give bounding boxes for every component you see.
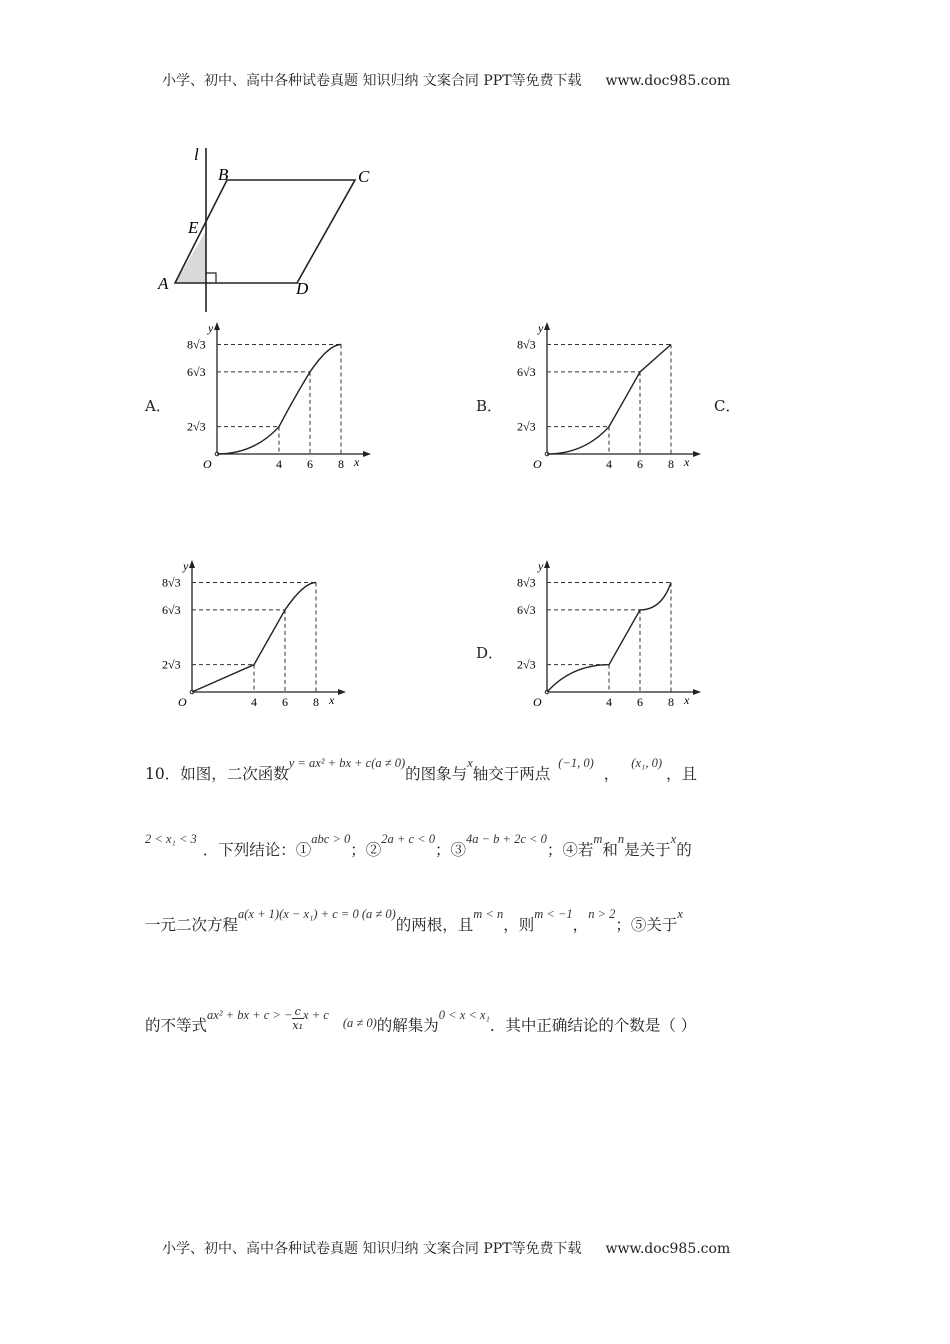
graph-option-d[interactable]	[505, 556, 705, 718]
x-axis-label: x	[684, 455, 690, 469]
label-b: B	[218, 165, 229, 184]
q10-math-conclusion-1: abc > 0	[311, 832, 351, 846]
q10-math-inequality: ax² + bx + c > −	[207, 1007, 293, 1022]
label-c: C	[358, 167, 370, 186]
right-angle-mark	[206, 273, 216, 283]
label-l: l	[194, 145, 199, 164]
q10-text: ．其中正确结论的个数是（ ）	[489, 1016, 697, 1035]
y-tick-2sqrt3: 2√3	[162, 657, 181, 672]
y-axis-label: y	[208, 321, 214, 335]
q10-text: 的两根，且	[395, 916, 474, 934]
y-tick-8sqrt3: 8√3	[187, 337, 206, 352]
graph-option-b[interactable]	[505, 318, 705, 480]
x-tick-4: 4	[251, 695, 257, 709]
q10-text: 的	[676, 841, 692, 859]
q10-math-fraction	[292, 1005, 303, 1032]
footer-url[interactable]: www.doc985.com	[605, 1241, 731, 1257]
y-axis-arrow	[544, 322, 550, 330]
header-url[interactable]: www.doc985.com	[605, 73, 731, 89]
q10-math-x: x	[677, 907, 683, 921]
q10-text: 的解集为	[376, 1016, 439, 1035]
q10-text: ，	[603, 765, 620, 783]
y-axis-arrow	[214, 322, 220, 330]
graph-option-c[interactable]	[150, 556, 350, 718]
q10-line-4	[145, 1005, 697, 1040]
x-axis-label: x	[684, 693, 690, 707]
y-tick-2sqrt3: 2√3	[517, 657, 536, 672]
label-a: A	[158, 274, 169, 293]
q10-text: 是关于	[624, 841, 671, 859]
q10-math-m: m	[593, 832, 603, 846]
header-text: 小学、初中、高中各种试卷真题 知识归纳 文案合同 PPT等免费下载	[162, 73, 582, 89]
q10-math-inequality-rhs: x + c	[303, 1007, 329, 1022]
x-tick-6: 6	[637, 457, 643, 471]
q10-text: 的不等式	[145, 1016, 208, 1035]
q10-line-1	[145, 756, 698, 784]
q10-math-range: 2 < x₁ < 3	[145, 832, 197, 846]
option-d-label[interactable]: D．	[476, 644, 504, 662]
y-tick-2sqrt3: 2√3	[517, 419, 536, 434]
x-axis-arrow	[693, 451, 701, 457]
y-axis-arrow	[544, 560, 550, 568]
x-axis-arrow	[693, 689, 701, 695]
x-axis-arrow	[338, 689, 346, 695]
y-tick-6sqrt3: 6√3	[517, 364, 536, 379]
q10-math-x: x	[467, 756, 473, 770]
q10-text: 的图象与	[405, 765, 468, 783]
x-tick-8: 8	[668, 695, 674, 709]
q10-text: ，	[572, 916, 589, 934]
page-header	[162, 70, 730, 90]
footer-text: 小学、初中、高中各种试卷真题 知识归纳 文案合同 PPT等免费下载	[162, 1241, 582, 1257]
origin-label: O	[203, 457, 212, 471]
x-tick-4: 4	[606, 695, 612, 709]
option-a-label[interactable]: A．	[145, 397, 171, 415]
q10-text: 一元二次方程	[145, 916, 239, 934]
y-tick-8sqrt3: 8√3	[517, 575, 536, 590]
y-axis-label: y	[538, 559, 544, 573]
origin-label: O	[533, 695, 542, 709]
label-d: D	[296, 279, 309, 298]
q10-text: ；④若	[546, 841, 594, 859]
x-tick-4: 4	[276, 457, 282, 471]
q10-math-n-bound: n > 2	[588, 907, 616, 921]
page-footer	[162, 1238, 730, 1258]
x-tick-8: 8	[668, 457, 674, 471]
q10-line-3	[145, 907, 683, 935]
q10-math-m-lt-n: m < n	[473, 907, 504, 921]
q10-text: ；③	[434, 841, 466, 859]
q10-text: ，则	[503, 916, 535, 934]
x-tick-6: 6	[282, 695, 288, 709]
fraction-denominator: x₁	[292, 1019, 304, 1032]
q10-text: 10．如图，二次函数	[145, 765, 289, 783]
x-axis-label: x	[354, 455, 360, 469]
x-tick-6: 6	[307, 457, 313, 471]
q10-math-condition: (a ≠ 0)	[342, 1015, 377, 1030]
q10-math-conclusion-2: 2a + c < 0	[381, 832, 435, 846]
q10-text: ；⑤关于	[615, 916, 678, 934]
option-c-label[interactable]: C．	[714, 397, 741, 415]
q10-math-x: x	[670, 832, 677, 846]
y-tick-8sqrt3: 8√3	[162, 575, 181, 590]
q10-text: ．下列结论：①	[202, 841, 312, 859]
q10-math-function: y = ax² + bx + c(a ≠ 0)	[288, 756, 406, 770]
q10-math-point-2: (x₁, 0)	[631, 756, 663, 770]
q10-text: 轴交于两点	[472, 765, 551, 783]
x-axis-arrow	[363, 451, 371, 457]
y-axis-arrow	[189, 560, 195, 568]
y-axis-label: y	[538, 321, 544, 335]
graph-option-a[interactable]	[175, 318, 375, 480]
q10-line-2	[145, 832, 692, 860]
q10-text: 和	[602, 841, 618, 859]
y-tick-8sqrt3: 8√3	[517, 337, 536, 352]
q10-math-solution-set: 0 < x < x₁	[438, 1007, 490, 1022]
q10-text: ；②	[350, 841, 382, 859]
y-tick-6sqrt3: 6√3	[187, 364, 206, 379]
x-tick-4: 4	[606, 457, 612, 471]
y-tick-6sqrt3: 6√3	[162, 602, 181, 617]
q10-math-equation: a(x + 1)(x − x₁) + c = 0 (a ≠ 0)	[238, 907, 396, 921]
origin-label: O	[178, 695, 187, 709]
option-b-label[interactable]: B．	[476, 397, 503, 415]
q10-math-conclusion-3: 4a − b + 2c < 0	[465, 832, 547, 846]
x-axis-label: x	[329, 693, 335, 707]
origin-label: O	[533, 457, 542, 471]
y-tick-2sqrt3: 2√3	[187, 419, 206, 434]
label-e: E	[188, 218, 199, 237]
q10-math-m-bound: m < −1	[534, 907, 573, 921]
x-tick-8: 8	[338, 457, 344, 471]
y-axis-label: y	[183, 559, 189, 573]
y-tick-6sqrt3: 6√3	[517, 602, 536, 617]
parallelogram-figure	[150, 140, 390, 320]
q10-text: ，且	[666, 765, 698, 783]
q10-math-point-1: (−1, 0)	[558, 756, 594, 770]
q10-math-n: n	[617, 832, 625, 846]
fraction-numerator: c	[292, 1005, 303, 1019]
x-tick-8: 8	[313, 695, 319, 709]
x-tick-6: 6	[637, 695, 643, 709]
